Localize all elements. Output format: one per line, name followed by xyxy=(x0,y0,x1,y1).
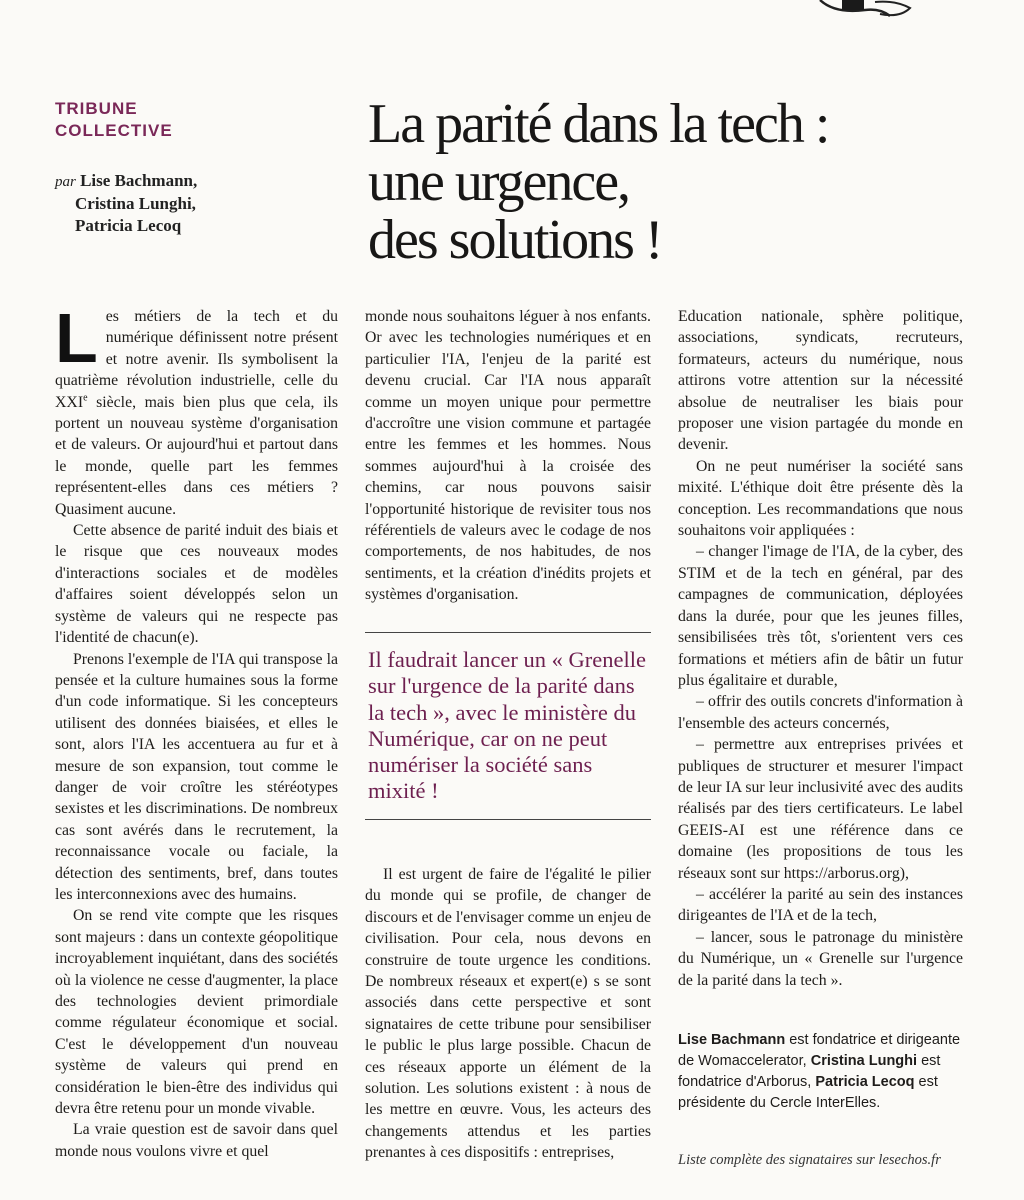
column-2-lower xyxy=(365,864,651,1164)
byline-author-2: Cristina Lunghi, xyxy=(75,194,196,213)
section-rubric xyxy=(55,98,173,142)
headline-line-1: La parité dans la tech : xyxy=(368,93,829,155)
recommendation-3: – permettre aux entreprises privées et publiques de structurer et mesurer l'impact de leur IA sur leur inclusivité avec des audits réalisés par des tiers certificateurs. Le label GEEIS-AI est une référence dans ce domaine (les propositions de tous les réseaux sont sur https://arborus.org), xyxy=(678,736,963,882)
bio-role-2: est fondatrice d'Arborus, xyxy=(678,1053,941,1090)
headline xyxy=(368,95,1008,269)
paragraph-4: On se rend vite compte que les risques sont majeurs : dans un contexte géopolitique incroyablement inquiétant, dans des sociétés où la violence ne cesse d'augmenter, la place des technologies devient primordiale comme régulateur économique et social. C'est le développement d'un nouveau système de valeurs qui prend en considération le bien-être des individus qui devra être retenu pour un monde vivable. xyxy=(55,907,338,1118)
paragraph-6: monde nous souhaitons léguer à nos enfants. Or avec les technologies numériques et en particulier l'IA, l'enjeu de la parité est devenu crucial. Car l'IA nous apparaît comme un moyen unique pour permettre d'accroître une vision commune et partagée entre les femmes et les hommes. Nous sommes aujourd'hui à la croisée des chemins, car nous pouvons saisir l'opportunité historique de revisiter tous nos référentiels de valeurs avec le codage de nos comportements, de nos habitudes, de nos sentiments, et la création d'inédits projets et systèmes d'organisation. xyxy=(365,308,651,604)
bio-role-1: est fondatrice et dirigeante de Womaccelerator, xyxy=(678,1032,961,1069)
byline-author-3: Patricia Lecoq xyxy=(75,216,182,235)
pull-quote xyxy=(365,632,651,820)
bio-role-3: est présidente du Cercle InterElles. xyxy=(678,1074,938,1111)
headline-line-2: une urgence, xyxy=(368,151,630,213)
recommendation-1: – changer l'image de l'IA, de la cyber, des STIM et de la tech en général, par des campagnes de communication, déployées dans la durée, pour que les jeunes filles, sensibilisées très tôt, s'orientent vers ces formations et métiers afin de bâtir un futur plus égalitaire et durable, xyxy=(678,543,963,689)
byline xyxy=(55,170,315,237)
paragraph-3: Prenons l'exemple de l'IA qui transpose la pensée et la culture humaines sous la forme d'un code informatique. Si les concepteurs utilisent des données biaisées, et elles le sont, alors l'IA les accentuera au fur et à mesure de son expansion, tout comme le danger de voir croître les stéréotypes sexistes et les discriminations. De nombreux cas sont avérés dans le recrutement, la reconnaissance vocale ou faciale, la détection des sentiments, bref, dans toutes les interconnexions avec des humains. xyxy=(55,650,338,903)
paragraph-2: Cette absence de parité induit des biais et le risque que ces nouveaux modes d'interactions sociales et de modèles d'affaires soient développés selon un système de valeurs qui ne respecte pas l'identité de chacun(e). xyxy=(55,522,338,647)
headline-line-3: des solutions ! xyxy=(368,209,662,271)
author-bios xyxy=(678,1030,963,1114)
bio-name-1: Lise Bachmann xyxy=(678,1032,786,1048)
byline-prefix: par xyxy=(55,174,76,190)
paragraph-9: On ne peut numériser la société sans mixité. L'éthique doit être présente dès la conception. Les recommandations que nous souhaitons voir appliquées : xyxy=(678,457,963,540)
paragraph-8: Education nationale, sphère politique, associations, syndicats, recruteurs, formateurs, acteurs du numérique, nous attirons votre attention sur la nécessité absolue de neutraliser les biais pour proposer une vision partagée du monde en devenir. xyxy=(678,308,963,454)
bio-name-2: Cristina Lunghi xyxy=(810,1053,918,1069)
pull-quote-text: Il faudrait lancer un « Grenelle sur l'urgence de la parité dans la tech », avec le ministère du Numérique, car on ne peut numériser la société sans mixité ! xyxy=(368,647,646,804)
recommendation-2: – offrir des outils concrets d'information à l'ensemble des acteurs concernés, xyxy=(678,693,963,732)
paragraph-1: Les métiers de la tech et du numérique définissent notre présent et notre avenir. Ils symbolisent la quatrième révolution industrielle, celle du XXIe siècle, mais bien plus que cela, ils portent un nouveau système d'organisation et de valeurs. Or aujourd'hui et partout dans le monde, quelle part les femmes représentent-elles dans ces métiers ? Quasiment aucune. xyxy=(55,299,338,518)
column-2 xyxy=(365,306,651,606)
column-1 xyxy=(55,299,338,1162)
bio-name-3: Patricia Lecoq xyxy=(815,1074,915,1090)
dropcap: L xyxy=(55,299,98,377)
rubric-line-1: TRIBUNE xyxy=(55,99,138,118)
byline-author-1: Lise Bachmann, xyxy=(80,171,198,190)
signatories-note: Liste complète des signataires sur lesechos.fr xyxy=(678,1152,941,1168)
recommendation-5: – lancer, sous le patronage du ministère du Numérique, un « Grenelle sur l'urgence de la parité dans la tech ». xyxy=(678,928,963,989)
paragraph-5: La vraie question est de savoir dans quel monde nous voulons vivre et quel xyxy=(55,1121,338,1160)
recommendation-4: – accélérer la parité au sein des instances dirigeantes de l'IA et de la tech, xyxy=(678,885,963,925)
decorative-illustration xyxy=(780,0,930,22)
column-3 xyxy=(678,306,963,991)
paragraph-7: Il est urgent de faire de l'égalité le pilier du monde qui se profile, de changer de discours et de l'envisager comme un enjeu de civilisation. Pour cela, nous devons en construire de toute urgence les conditions. De nombreux réseaux et expert(e) s se sont associés dans cette perspective et sont signataires de cette tribune pour sensibiliser le public le plus large possible. Chacun de ces réseaux apporte un élément de la solution. Les solutions existent : à nous de les mettre en œuvre. Vous, les acteurs des changements attendus et les parties prenantes à ces dispositifs : entreprises, xyxy=(365,866,651,1162)
rubric-line-2: COLLECTIVE xyxy=(55,121,173,140)
